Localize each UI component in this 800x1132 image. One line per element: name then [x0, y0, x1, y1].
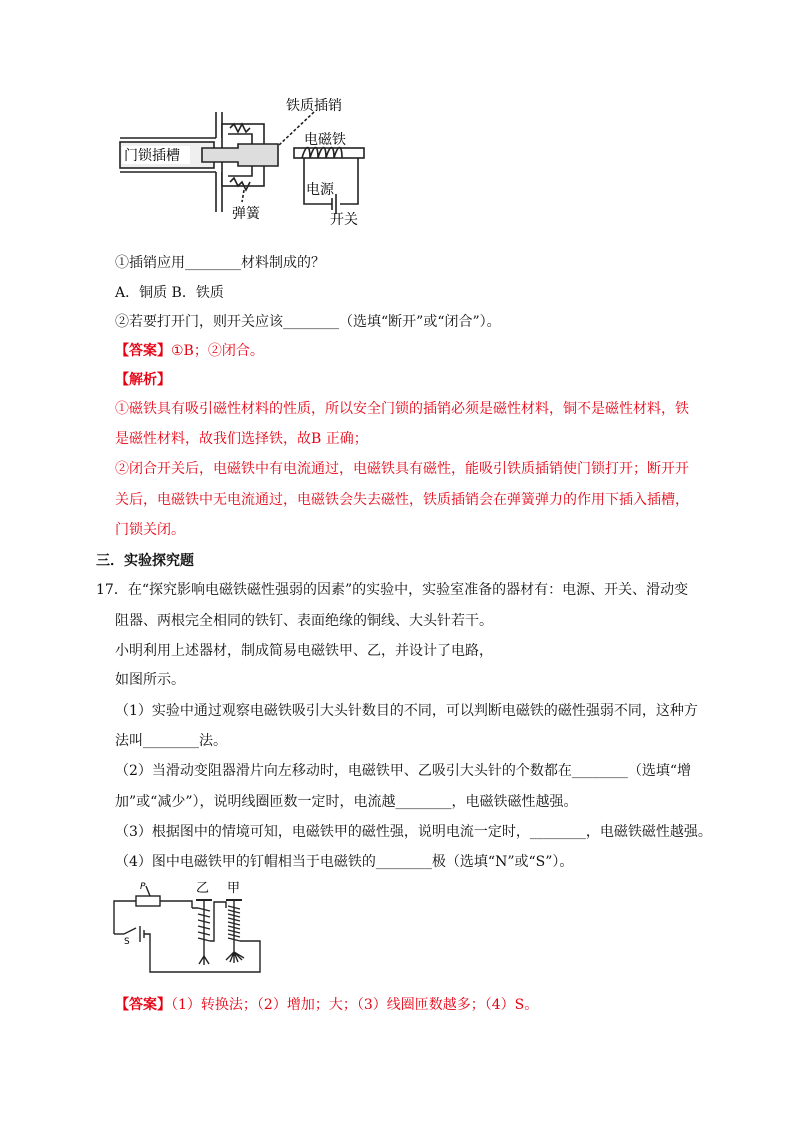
q16-part2: ②若要打开门，则开关应该________（选填“断开”或“闭合”）。	[115, 314, 501, 330]
label-pin: 铁质插销	[286, 98, 342, 114]
answer-text: （1）转换法；（2）增加；大；（3）线圈匝数越多；（4）S。	[171, 997, 539, 1013]
q17-line-10: （4）图中电磁铁甲的钉帽相当于电磁铁的________极（选填“N”或“S”）。	[115, 854, 574, 870]
q17-line-1: 17．在“探究影响电磁铁磁性强弱的因素”的实验中，实验室准备的器材有：电源、开关、滑动变	[96, 582, 689, 598]
label-s: S	[124, 937, 130, 947]
analysis-line-4: 关后，电磁铁中无电流通过，电磁铁会失去磁性，铁质插销会在弹簧弹力的作用下插入插槽，	[115, 492, 689, 508]
q17-line-5: （1）实验中通过观察电磁铁吸引大头针数目的不同，可以判断电磁铁的磁性强弱不同，这种方	[115, 703, 698, 719]
label-power: 电源	[306, 182, 334, 198]
label-switch: 开关	[330, 212, 358, 228]
answer-label: 【答案】	[115, 343, 171, 359]
label-yi: 乙	[196, 881, 210, 896]
answer-label: 【答案】	[115, 997, 171, 1013]
electromagnet-yi	[192, 900, 226, 965]
label-p: P	[140, 882, 146, 892]
label-spring: 弹簧	[232, 206, 260, 222]
q17-answer	[115, 995, 538, 1015]
q17-line-2: 阻器、两根完全相同的铁钉、表面绝缘的铜线、大头针若干。	[115, 613, 493, 629]
analysis-label: 【解析】	[115, 372, 171, 388]
label-electromagnet: 电磁铁	[304, 132, 346, 148]
label-slot: 门锁插槽	[124, 148, 180, 164]
q17-line-7: （2）当滑动变阻器滑片向左移动时，电磁铁甲、乙吸引大头针的个数都在________（选填“增	[115, 763, 692, 779]
analysis-line-3: ②闭合开关后，电磁铁中有电流通过，电磁铁具有磁性，能吸引铁质插销使门锁打开；断开开	[115, 461, 689, 477]
analysis-line-1: ①磁铁具有吸引磁性材料的性质，所以安全门锁的插销必须是磁性材料，铜不是磁性材料，铁	[115, 401, 689, 417]
q17-line-6: 法叫________法。	[115, 733, 227, 749]
q16-options: A．铜质 B．铁质	[115, 285, 224, 301]
analysis-line-5: 门锁关闭。	[115, 522, 185, 538]
q16-answer	[115, 341, 264, 361]
q17-line-8: 加”或“减少”），说明线圈匝数一定时，电流越________，电磁铁磁性越强。	[115, 794, 578, 810]
answer-text: ①B；②闭合。	[171, 343, 264, 359]
electromagnet-jia	[226, 900, 260, 963]
q17-line-3: 小明利用上述器材，制成简易电磁铁甲、乙，并设计了电路，	[115, 643, 493, 659]
q17-line-4: 如图所示。	[115, 672, 185, 688]
rheostat	[136, 896, 160, 906]
analysis-line-2: 是磁性材料，故我们选择铁，故B 正确；	[115, 431, 368, 447]
q17-line-9: （3）根据图中的情境可知，电磁铁甲的磁性强，说明电流一定时，________，电磁铁磁性越强。	[115, 824, 712, 840]
iron-pin	[202, 144, 278, 166]
q16-part1: ①插销应用________材料制成的？	[115, 255, 325, 271]
electromagnet-circuit-figure	[110, 878, 270, 976]
label-jia: 甲	[227, 881, 241, 896]
section-title: 三．实验探究题	[96, 553, 194, 569]
door-lock-figure	[118, 94, 368, 230]
